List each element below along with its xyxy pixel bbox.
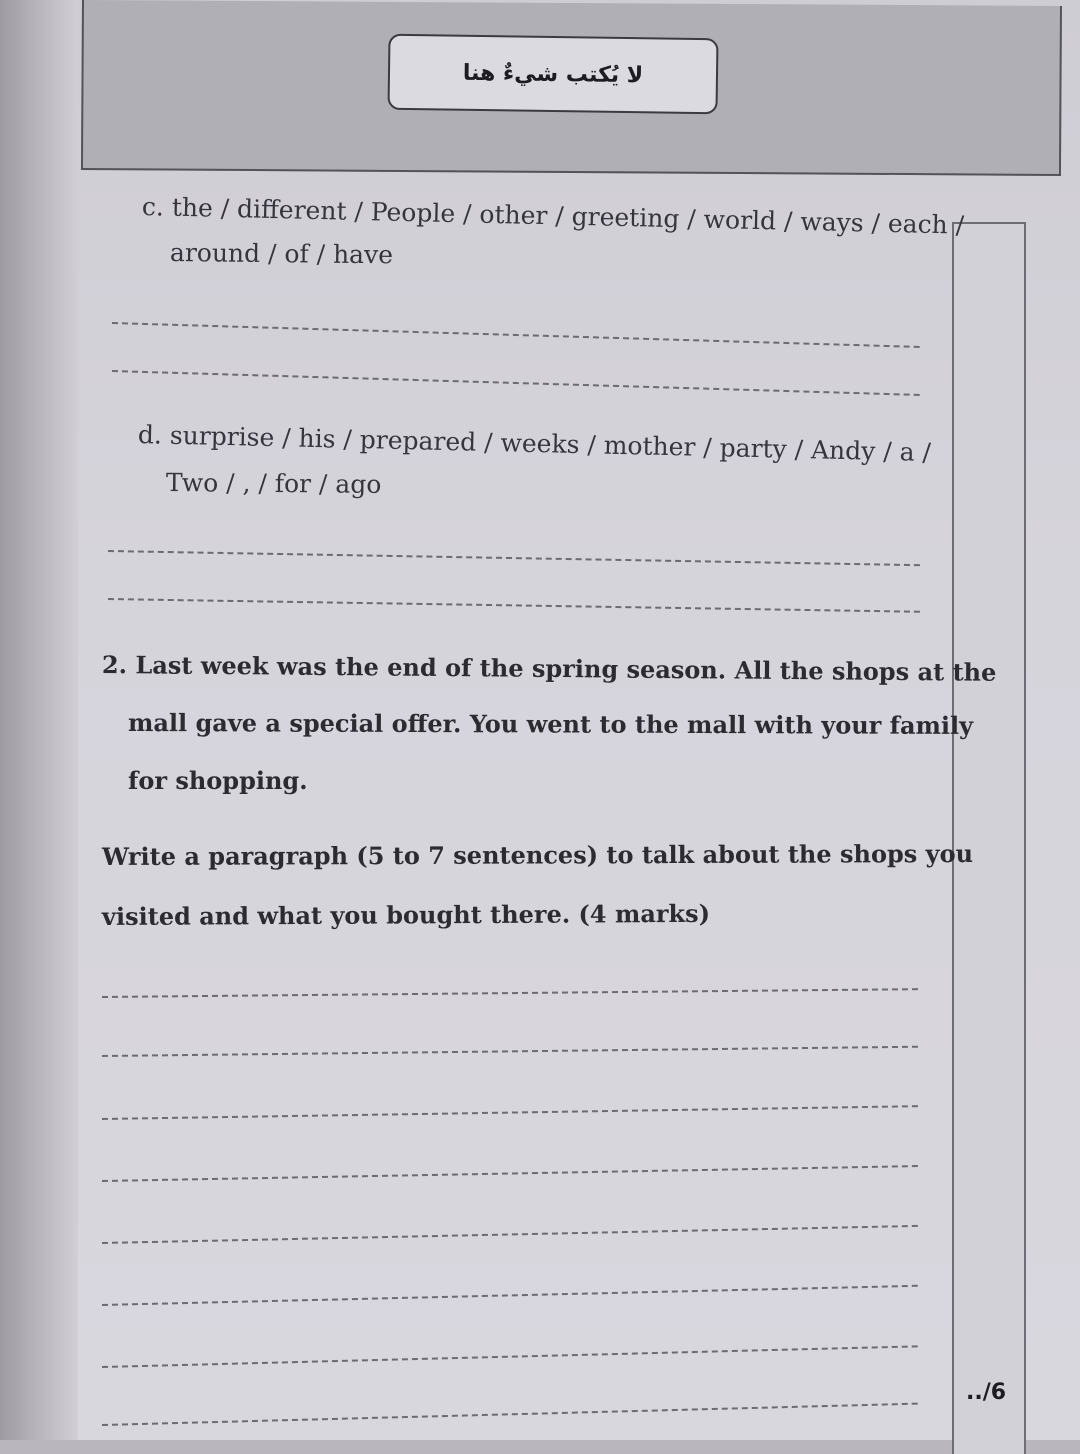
question-d-line-1: d. surprise / his / prepared / weeks / mother / party / Andy / a / [137, 420, 932, 467]
question-c-line-2: around / of / have [169, 238, 394, 270]
instruction-line-2: visited and what you bought there. (4 marks) [101, 898, 711, 931]
page-score-mark: ../6 [966, 1380, 1007, 1405]
question-2-line-1: 2. Last week was the end of the spring season. All the shops at the [101, 650, 997, 687]
book-spine [0, 0, 78, 1440]
question-d-line-2: Two / , / for / ago [165, 468, 382, 499]
question-2-line-2: mall gave a special offer. You went to the mall with your family [127, 708, 974, 740]
do-not-write-here-label: لا يُكتب شيءٌ هنا [387, 34, 718, 115]
instruction-line-1: Write a paragraph (5 to 7 sentences) to talk about the shops you [101, 838, 974, 871]
question-2-line-3: for shopping. [128, 766, 308, 795]
question-c-line-1: c. the / different / People / other / greeting / world / ways / each / [141, 192, 965, 240]
